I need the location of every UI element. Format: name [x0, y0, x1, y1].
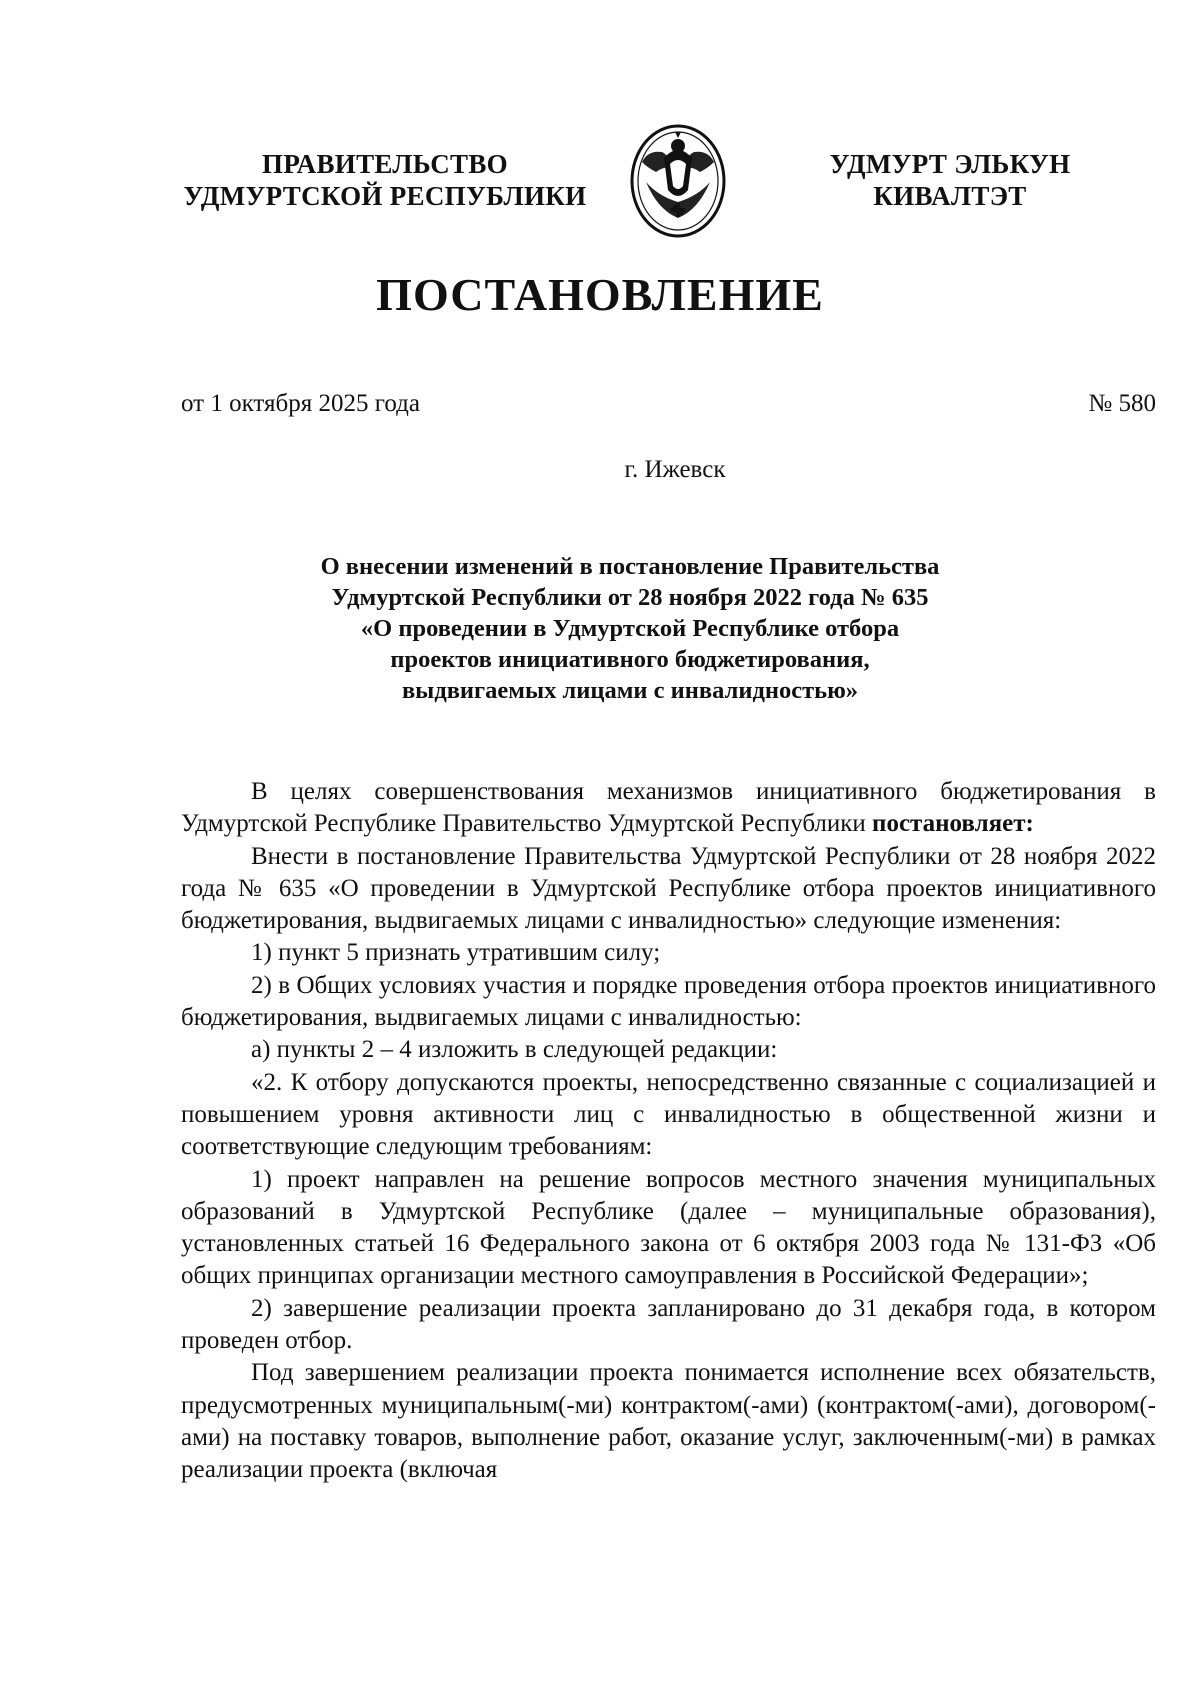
title-line: проектов инициативного бюджетирования,: [390, 646, 870, 673]
body-paragraph: 2) в Общих условиях участия и порядке проведения отбора проектов инициативного бюджетирования, выдвигаемых лицами с инвалидностью:: [181, 971, 1156, 1032]
government-name-line-2: УДМУРТСКОЙ РЕСПУБЛИКИ: [183, 181, 587, 211]
document-type-title: ПОСТАНОВЛЕНИЕ: [376, 269, 824, 320]
title-line: «О проведении в Удмуртской Республике отбора: [360, 615, 900, 642]
document-subject-title: [240, 551, 1020, 706]
document-city: г. Ижевск: [624, 456, 726, 483]
document-body: [181, 776, 1156, 1487]
title-line: Удмуртской Республики от 28 ноября 2022 года № 635: [331, 584, 929, 611]
document-date: от 1 октября 2025 года: [181, 390, 420, 417]
body-paragraph: Под завершением реализации проекта понимается исполнение всех обязательств, предусмотренных муниципальным(-ми) контрактом(-ами) (контрактом(-ами), договором(-ами) на поставку товаров, выполнение работ, оказание услуг, заключенным(-ми) в рамках реализации проекта (включая: [181, 1359, 1156, 1484]
government-name-udmurt-line-2: КИВАЛТЭТ: [873, 181, 1027, 211]
intro-text: В целях совершенствования механизмов инициативного бюджетирования в Удмуртской Республике Правительство Удмуртской Республики: [181, 778, 1156, 838]
body-paragraph: 1) пункт 5 признать утратившим силу;: [251, 939, 661, 967]
body-paragraph: 1) проект направлен на решение вопросов местного значения муниципальных образований в Удмуртской Республике (далее – муниципальные образования), установленных статьей 16 Федерального закона от 6 октября 2003 года № 131-ФЗ «Об общих принципах организации местного самоуправления в Российской Федерации»;: [181, 1165, 1156, 1290]
body-paragraph: а) пункты 2 – 4 изложить в следующей редакции:: [251, 1036, 778, 1064]
government-name-russian: [160, 148, 610, 212]
body-paragraph: 2) завершение реализации проекта запланировано до 31 декабря года, в котором проведен отбор.: [181, 1294, 1156, 1355]
udmurt-coat-of-arms-icon: [628, 122, 728, 240]
title-line: выдвигаемых лицами с инвалидностью»: [401, 677, 859, 704]
body-paragraph-intro: [181, 776, 1156, 841]
government-name-udmurt: [800, 148, 1100, 212]
document-number: № 580: [1088, 390, 1156, 417]
body-paragraph: Внести в постановление Правительства Удмуртской Республики от 28 ноября 2022 года № 635 «О проведении в Удмуртской Республике отбора проектов инициативного бюджетирования, выдвигаемых лицами с инвалидностью» следующие изменения:: [181, 842, 1156, 935]
body-paragraph: «2. К отбору допускаются проекты, непосредственно связанные с социализацией и повышением уровня активности лиц с инвалидностью в общественной жизни и соответствующие следующим требованиям:: [181, 1068, 1156, 1161]
government-name-udmurt-line-1: УДМУРТ ЭЛЬКУН: [829, 149, 1071, 179]
title-line: О внесении изменений в постановление Правительства: [320, 553, 940, 580]
resolves-keyword: постановляет:: [872, 810, 1034, 838]
government-name-line-1: ПРАВИТЕЛЬСТВО: [262, 149, 508, 179]
